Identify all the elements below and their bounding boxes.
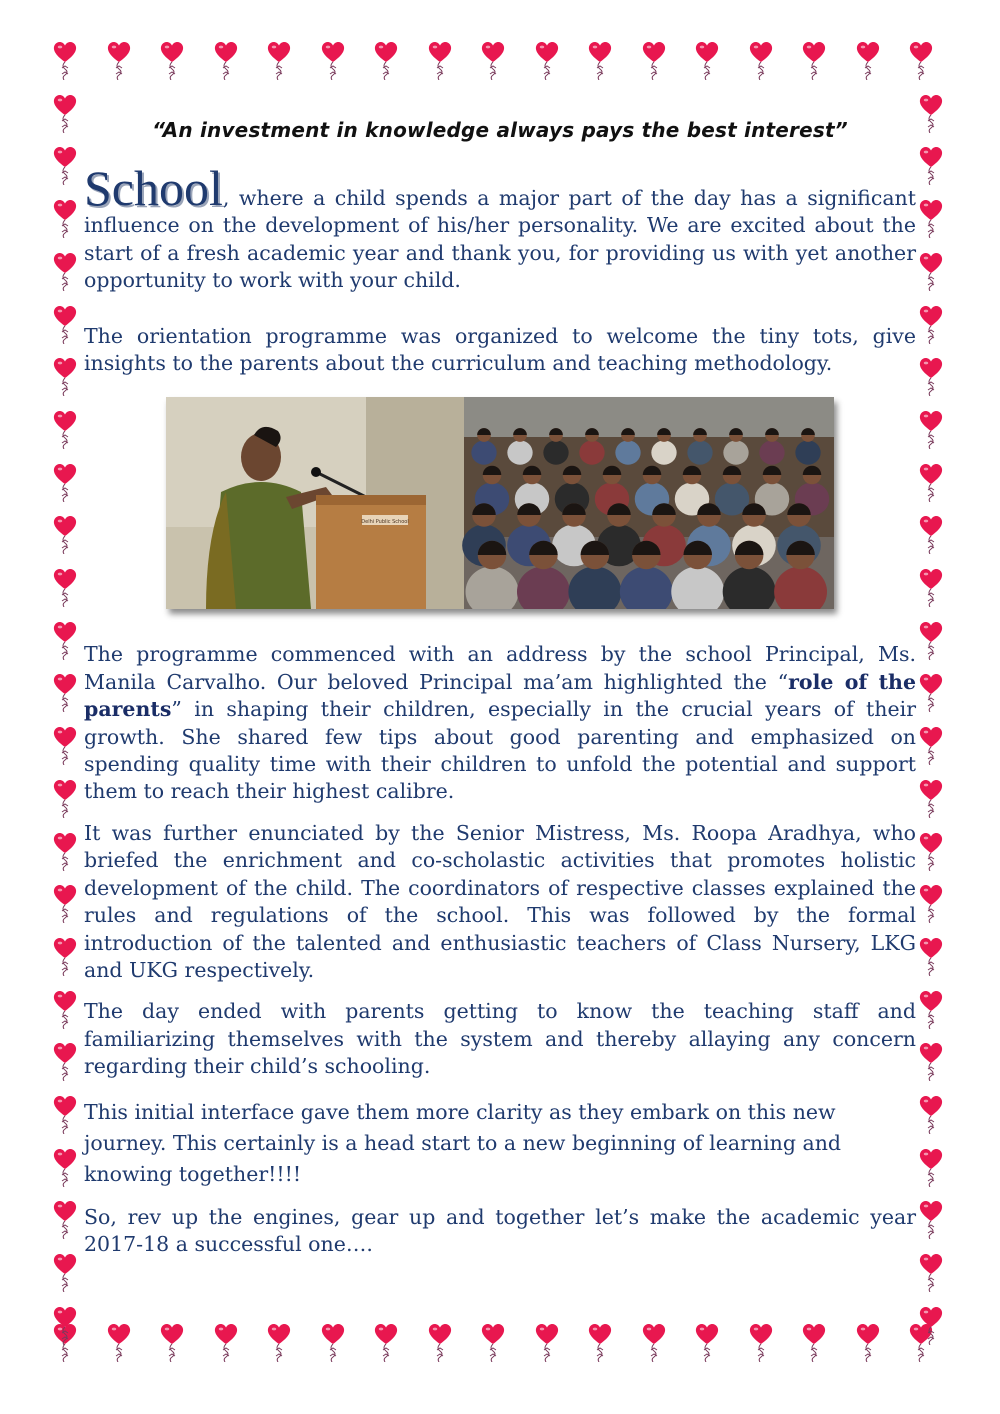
heart-balloon-icon [427, 1322, 453, 1362]
podium-sign: Delhi Public School [361, 519, 409, 526]
heart-balloon-icon [641, 40, 667, 80]
heart-balloon-icon [52, 989, 78, 1029]
event-photo [166, 397, 834, 609]
heart-balloon-icon [52, 304, 78, 344]
intro-drop-word: School [84, 160, 223, 216]
heart-balloon-icon [52, 831, 78, 871]
heart-balloon-icon [373, 1322, 399, 1362]
heart-balloon-icon [52, 620, 78, 660]
interface-paragraph: This initial interface gave them more clarity as they embark on this new journey. This certainly is a head start to a new beginning of learning and knowing together!!!! [84, 1099, 842, 1186]
heart-balloon-icon [52, 1041, 78, 1081]
heart-balloon-icon [918, 989, 944, 1029]
heart-balloon-icon [918, 1305, 944, 1345]
heart-balloon-icon [918, 620, 944, 660]
principal-photo [166, 397, 464, 609]
heart-balloon-icon [52, 725, 78, 765]
intro-paragraph [84, 160, 916, 295]
heart-balloon-icon [694, 1322, 720, 1362]
heart-balloon-icon [52, 936, 78, 976]
heart-balloon-icon [320, 1322, 346, 1362]
heart-balloon-icon [534, 1322, 560, 1362]
heart-balloon-icon [587, 40, 613, 80]
heart-balloon-icon [918, 883, 944, 923]
audience-member [471, 441, 496, 465]
heart-balloon-icon [266, 40, 292, 80]
heart-balloon-icon [748, 40, 774, 80]
heart-balloon-icon [918, 304, 944, 344]
heart-balloon-icon [52, 1305, 78, 1345]
heart-balloon-icon [480, 1322, 506, 1362]
heart-balloon-icon [694, 40, 720, 80]
heart-balloon-icon [52, 1147, 78, 1187]
heart-balloon-icon [918, 145, 944, 185]
principal-text-after: ” in shaping their children, especially in the crucial years of their growth. She shared few tips about good parenting and emphasized on spending quality time with their children to unfold the potential and support them to reach their highest calibre. [84, 697, 916, 804]
heart-balloon-icon [52, 567, 78, 607]
principal-paragraph [84, 641, 916, 805]
heart-balloon-icon [918, 462, 944, 502]
heart-balloon-icon [918, 1252, 944, 1292]
heart-balloon-icon [534, 40, 560, 80]
heart-balloon-icon [52, 778, 78, 818]
heart-balloon-icon [918, 672, 944, 712]
heart-balloon-icon [641, 1322, 667, 1362]
heart-balloon-icon [52, 1094, 78, 1134]
heart-balloon-icon [52, 1252, 78, 1292]
heart-balloon-icon [52, 672, 78, 712]
heart-balloon-icon [52, 883, 78, 923]
heart-balloon-icon [855, 1322, 881, 1362]
heart-balloon-icon [918, 725, 944, 765]
heart-balloon-icon [918, 831, 944, 871]
heart-balloon-icon [52, 145, 78, 185]
audience-member [507, 441, 532, 465]
heart-balloon-icon [801, 40, 827, 80]
heart-balloon-icon [266, 1322, 292, 1362]
heart-balloon-icon [918, 356, 944, 396]
heart-balloon-icon [52, 514, 78, 554]
heart-balloon-icon [52, 198, 78, 238]
heart-balloon-icon [52, 356, 78, 396]
audience-member [543, 441, 568, 465]
mistress-paragraph: It was further enunciated by the Senior Mistress, Ms. Roopa Aradhya, who briefed the enrichment and co-scholastic activities that promotes holistic development of the child. The coordinators of respective classes explained the rules and regulations of the school. This was followed by the formal introduction of the talented and enthusiastic teachers of Class Nursery, LKG and UKG respectively. [84, 820, 916, 982]
page-quote: “An investment in knowledge always pays the best interest” [152, 118, 848, 142]
heart-balloon-icon [427, 40, 453, 80]
closing-paragraph: So, rev up the engines, gear up and together let’s make the academic year 2017-18 a successful one…. [84, 1204, 916, 1256]
heart-balloon-icon [587, 1322, 613, 1362]
heart-balloon-icon [480, 40, 506, 80]
heart-balloon-icon [52, 1199, 78, 1239]
heart-balloon-icon [855, 40, 881, 80]
heart-balloon-icon [908, 40, 934, 80]
heart-balloon-icon [373, 40, 399, 80]
heart-balloon-icon [52, 409, 78, 449]
heart-balloon-icon [213, 1322, 239, 1362]
heart-balloon-icon [52, 462, 78, 502]
heart-balloon-icon [918, 1199, 944, 1239]
heart-balloon-icon [159, 1322, 185, 1362]
audience-member [651, 441, 676, 465]
heart-balloon-icon [52, 40, 78, 80]
audience-member [687, 441, 712, 465]
audience-member [795, 441, 820, 465]
heart-balloon-icon [918, 778, 944, 818]
heart-balloon-icon [52, 251, 78, 291]
heart-balloon-icon [918, 409, 944, 449]
heart-balloon-icon [918, 1094, 944, 1134]
heart-balloon-icon [159, 40, 185, 80]
heart-balloon-icon [213, 40, 239, 80]
heart-balloon-icon [320, 40, 346, 80]
day-end-paragraph: The day ended with parents getting to know the teaching staff and familiarizing themselves with the system and thereby allaying any concern regarding their child’s schooling. [84, 999, 916, 1079]
orientation-paragraph: The orientation programme was organized to welcome the tiny tots, give insights to the parents about the curriculum and teaching methodology. [84, 323, 916, 376]
heart-balloon-icon [801, 1322, 827, 1362]
heart-balloon-icon [918, 251, 944, 291]
audience-member [723, 441, 748, 465]
heart-balloon-icon [106, 1322, 132, 1362]
intro-text: , where a child spends a major part of the day has a significant influence on the development of his/her personality. We are excited about the start of a fresh academic year and thank you, for providing us with yet another opportunity to work with your child. [84, 186, 916, 293]
principal-text-before: The programme commenced with an address by the school Principal, Ms. Manila Carvalho. Our beloved Principal ma’am highlighted the “ [84, 642, 916, 694]
heart-balloon-icon [918, 198, 944, 238]
audience-member [615, 441, 640, 465]
heart-balloon-icon [918, 1147, 944, 1187]
heart-balloon-icon [748, 1322, 774, 1362]
article-body [84, 160, 916, 1258]
heart-balloon-icon [918, 514, 944, 554]
principal-emphasis: role of the parents [84, 669, 916, 722]
heart-balloon-icon [918, 567, 944, 607]
heart-balloon-icon [106, 40, 132, 80]
audience-member [759, 441, 784, 465]
audience-member [579, 441, 604, 465]
heart-balloon-icon [918, 1041, 944, 1081]
heart-balloon-icon [918, 936, 944, 976]
